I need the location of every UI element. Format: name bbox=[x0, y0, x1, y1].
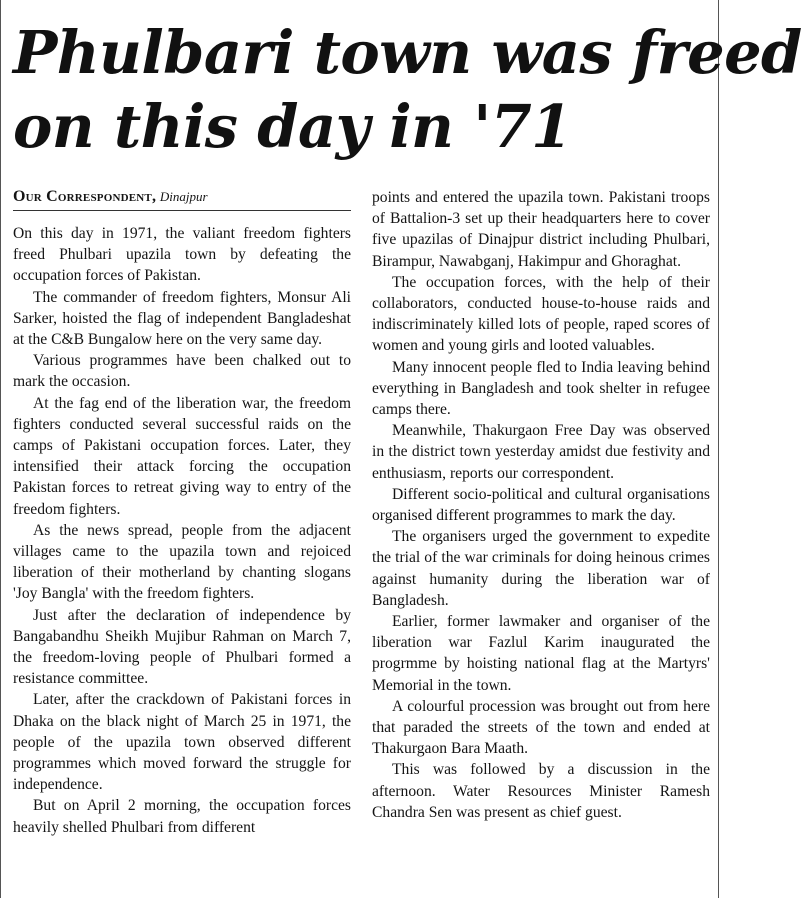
paragraph: At the fag end of the liberation war, the freedom fighters conducted several successful raids on the camps of Pakistani occupation forces. Later, they intensified their attack forcing the occupation Pakistan forces to retreat giving way to entry of the freedom fighters. bbox=[13, 394, 351, 518]
headline bbox=[13, 16, 802, 164]
paragraph: Just after the declaration of independence by Bangabandhu Sheikh Mujibur Rahman on March 7, the freedom-loving people of Phulbari formed a resistance committee. bbox=[13, 606, 351, 688]
article-column-right bbox=[372, 187, 710, 823]
paragraph: As the news spread, people from the adjacent villages came to the upazila town and rejoiced liberation of their motherland by chanting slogans 'Joy Bangla' with the freedom fighters. bbox=[13, 521, 351, 603]
paragraph: Various programmes have been chalked out to mark the occasion. bbox=[13, 352, 351, 391]
byline-location: Dinajpur bbox=[159, 189, 208, 204]
paragraph: But on April 2 morning, the occupation forces heavily shelled Phulbari from different bbox=[13, 797, 351, 836]
paragraph: The occupation forces, with the help of their collaborators, conducted house-to-house raids and indiscriminately killed lots of people, raped scores of women and young girls and looted valuables. bbox=[372, 273, 710, 355]
headline-line-1: Phulbari town was freed bbox=[13, 18, 802, 87]
paragraph: Many innocent people fled to India leaving behind everything in Bangladesh and took shelter in refugee camps there. bbox=[372, 358, 710, 419]
paragraph: On this day in 1971, the valiant freedom fighters freed Phulbari upazila town by defeating the occupation forces of Pakistan. bbox=[13, 225, 351, 285]
paragraph: This was followed by a discussion in the afternoon. Water Resources Minister Ramesh Chandra Sen was present as chief guest. bbox=[372, 761, 710, 821]
paragraph: The organisers urged the government to expedite the trial of the war criminals for doing heinous crimes against humanity during the liberation war of Bangladesh. bbox=[372, 528, 710, 609]
paragraph: A colourful procession was brought out from here that paraded the streets of the town and ended at Thakurgaon Bara Maath. bbox=[372, 697, 710, 758]
paragraph: Later, after the crackdown of Pakistani forces in Dhaka on the black night of March 25 in 1971, the people of the upazila town observed different programmes which moved forward the struggle for independence. bbox=[13, 691, 351, 794]
paragraph: Meanwhile, Thakurgaon Free Day was observed in the district town yesterday amidst due festivity and enthusiasm, reports our correspondent. bbox=[372, 422, 710, 482]
paragraph: Different socio-political and cultural organisations organised different programmes to mark the day. bbox=[372, 485, 710, 525]
byline bbox=[13, 186, 351, 211]
article-column-left bbox=[13, 223, 351, 838]
byline-correspondent: Our Correspondent, bbox=[13, 188, 157, 205]
headline-line-2: on this day in '71 bbox=[13, 92, 572, 161]
paragraph: Earlier, former lawmaker and organiser of the liberation war Fazlul Karim inaugurated the progrmme by hoisting national flag at the Martyrs' Memorial in the town. bbox=[372, 613, 710, 694]
paragraph: The commander of freedom fighters, Monsur Ali Sarker, hoisted the flag of independent Bangladeshat at the C&B Bungalow here on the very same day. bbox=[13, 288, 351, 349]
paragraph: points and entered the upazila town. Pakistani troops of Battalion-3 set up their headquarters here to cover five upazilas of Dinajpur district including Phulbari, Birampur, Nawabganj, Hakimpur and Ghoraghat. bbox=[372, 189, 710, 270]
